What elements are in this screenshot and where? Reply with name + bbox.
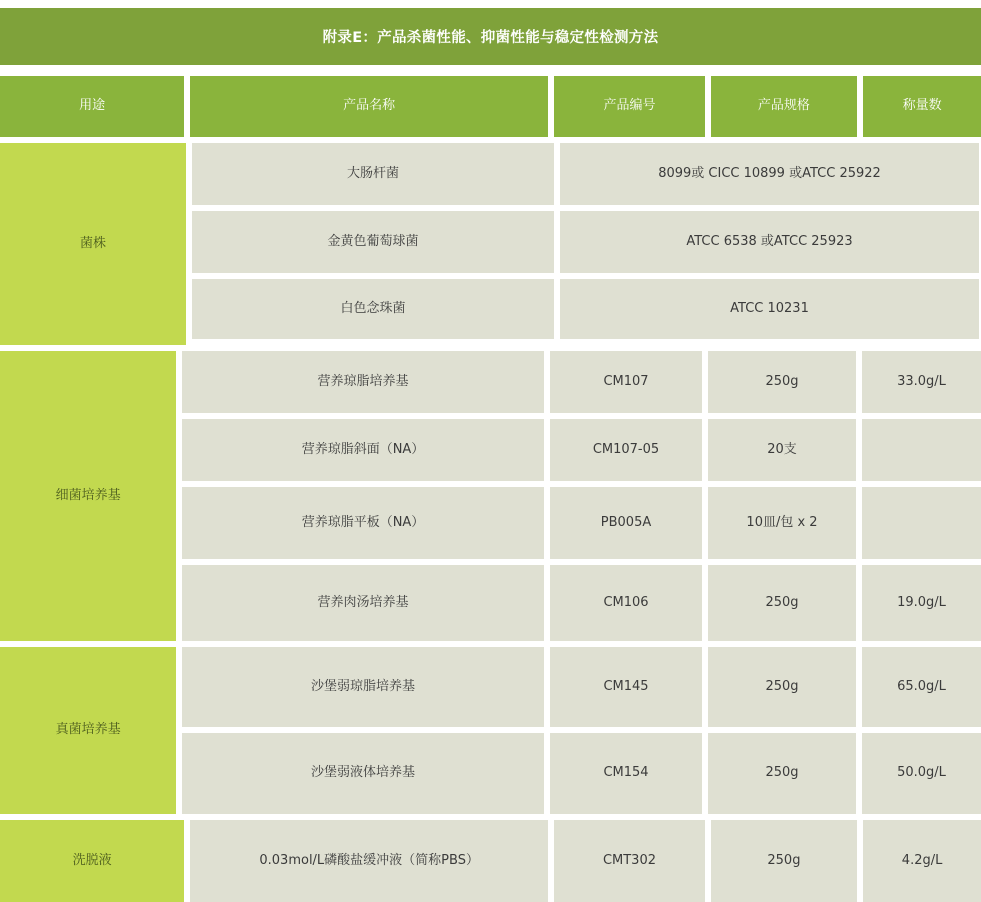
table-row (192, 143, 979, 205)
cell-product-name: 营养琼脂斜面（NA） (182, 419, 544, 481)
column-header-product-code: 产品编号 (554, 76, 705, 137)
group-rows-fungal-media (182, 647, 981, 814)
group-rows-bacterial-media (182, 351, 981, 641)
cell-product-spec: 250g (708, 565, 856, 641)
group-label-bacterial-media: 细菌培养基 (0, 351, 176, 641)
appendix-table (0, 76, 981, 902)
group-label-strains: 菌株 (0, 143, 186, 345)
cell-product-name: 营养琼脂平板（NA） (182, 487, 544, 559)
group-label-eluent: 洗脱液 (0, 820, 184, 902)
table-row (182, 487, 981, 559)
table-group-eluent (0, 820, 981, 902)
cell-product-spec: 10皿/包 x 2 (708, 487, 856, 559)
cell-product-name: 沙堡弱液体培养基 (182, 733, 544, 814)
table-row (182, 647, 981, 727)
cell-product-spec: 250g (708, 351, 856, 413)
cell-product-spec: 250g (708, 647, 856, 727)
cell-weight (862, 487, 981, 559)
cell-product-code: PB005A (550, 487, 702, 559)
cell-strain-detail: 8099或 CICC 10899 或ATCC 25922 (560, 143, 979, 205)
cell-weight: 33.0g/L (862, 351, 981, 413)
cell-weight: 19.0g/L (862, 565, 981, 641)
table-group-bacterial-media (0, 351, 981, 641)
table-row (192, 279, 979, 339)
cell-weight: 50.0g/L (862, 733, 981, 814)
cell-product-code: CM154 (550, 733, 702, 814)
cell-product-spec: 20支 (708, 419, 856, 481)
group-rows-strains (192, 143, 979, 345)
cell-product-code: CM106 (550, 565, 702, 641)
cell-product-name: 0.03mol/L磷酸盐缓冲液（简称PBS） (190, 820, 548, 902)
table-row (192, 211, 979, 273)
group-label-fungal-media: 真菌培养基 (0, 647, 176, 814)
table-row (182, 565, 981, 641)
table-group-fungal-media (0, 647, 981, 814)
table-group-strains (0, 143, 981, 345)
cell-product-name: 沙堡弱琼脂培养基 (182, 647, 544, 727)
column-header-weight: 称量数 (863, 76, 981, 137)
cell-weight (862, 419, 981, 481)
cell-product-name: 白色念珠菌 (192, 279, 554, 339)
cell-strain-detail: ATCC 6538 或ATCC 25923 (560, 211, 979, 273)
cell-product-name: 大肠杆菌 (192, 143, 554, 205)
table-header-row (0, 76, 981, 137)
column-header-product-spec: 产品规格 (711, 76, 858, 137)
cell-product-spec: 250g (711, 820, 858, 902)
document-title: 附录E：产品杀菌性能、抑菌性能与稳定性检测方法 (0, 8, 981, 65)
table-row (182, 733, 981, 814)
column-header-product-name: 产品名称 (190, 76, 548, 137)
cell-product-code: CM107 (550, 351, 702, 413)
cell-product-code: CMT302 (554, 820, 705, 902)
cell-product-spec: 250g (708, 733, 856, 814)
cell-weight: 65.0g/L (862, 647, 981, 727)
cell-weight: 4.2g/L (863, 820, 981, 902)
cell-product-code: CM145 (550, 647, 702, 727)
cell-strain-detail: ATCC 10231 (560, 279, 979, 339)
cell-product-name: 营养琼脂培养基 (182, 351, 544, 413)
cell-product-name: 营养肉汤培养基 (182, 565, 544, 641)
cell-product-code: CM107-05 (550, 419, 702, 481)
cell-product-name: 金黄色葡萄球菌 (192, 211, 554, 273)
column-header-use: 用途 (0, 76, 184, 137)
table-row (182, 419, 981, 481)
table-row (182, 351, 981, 413)
